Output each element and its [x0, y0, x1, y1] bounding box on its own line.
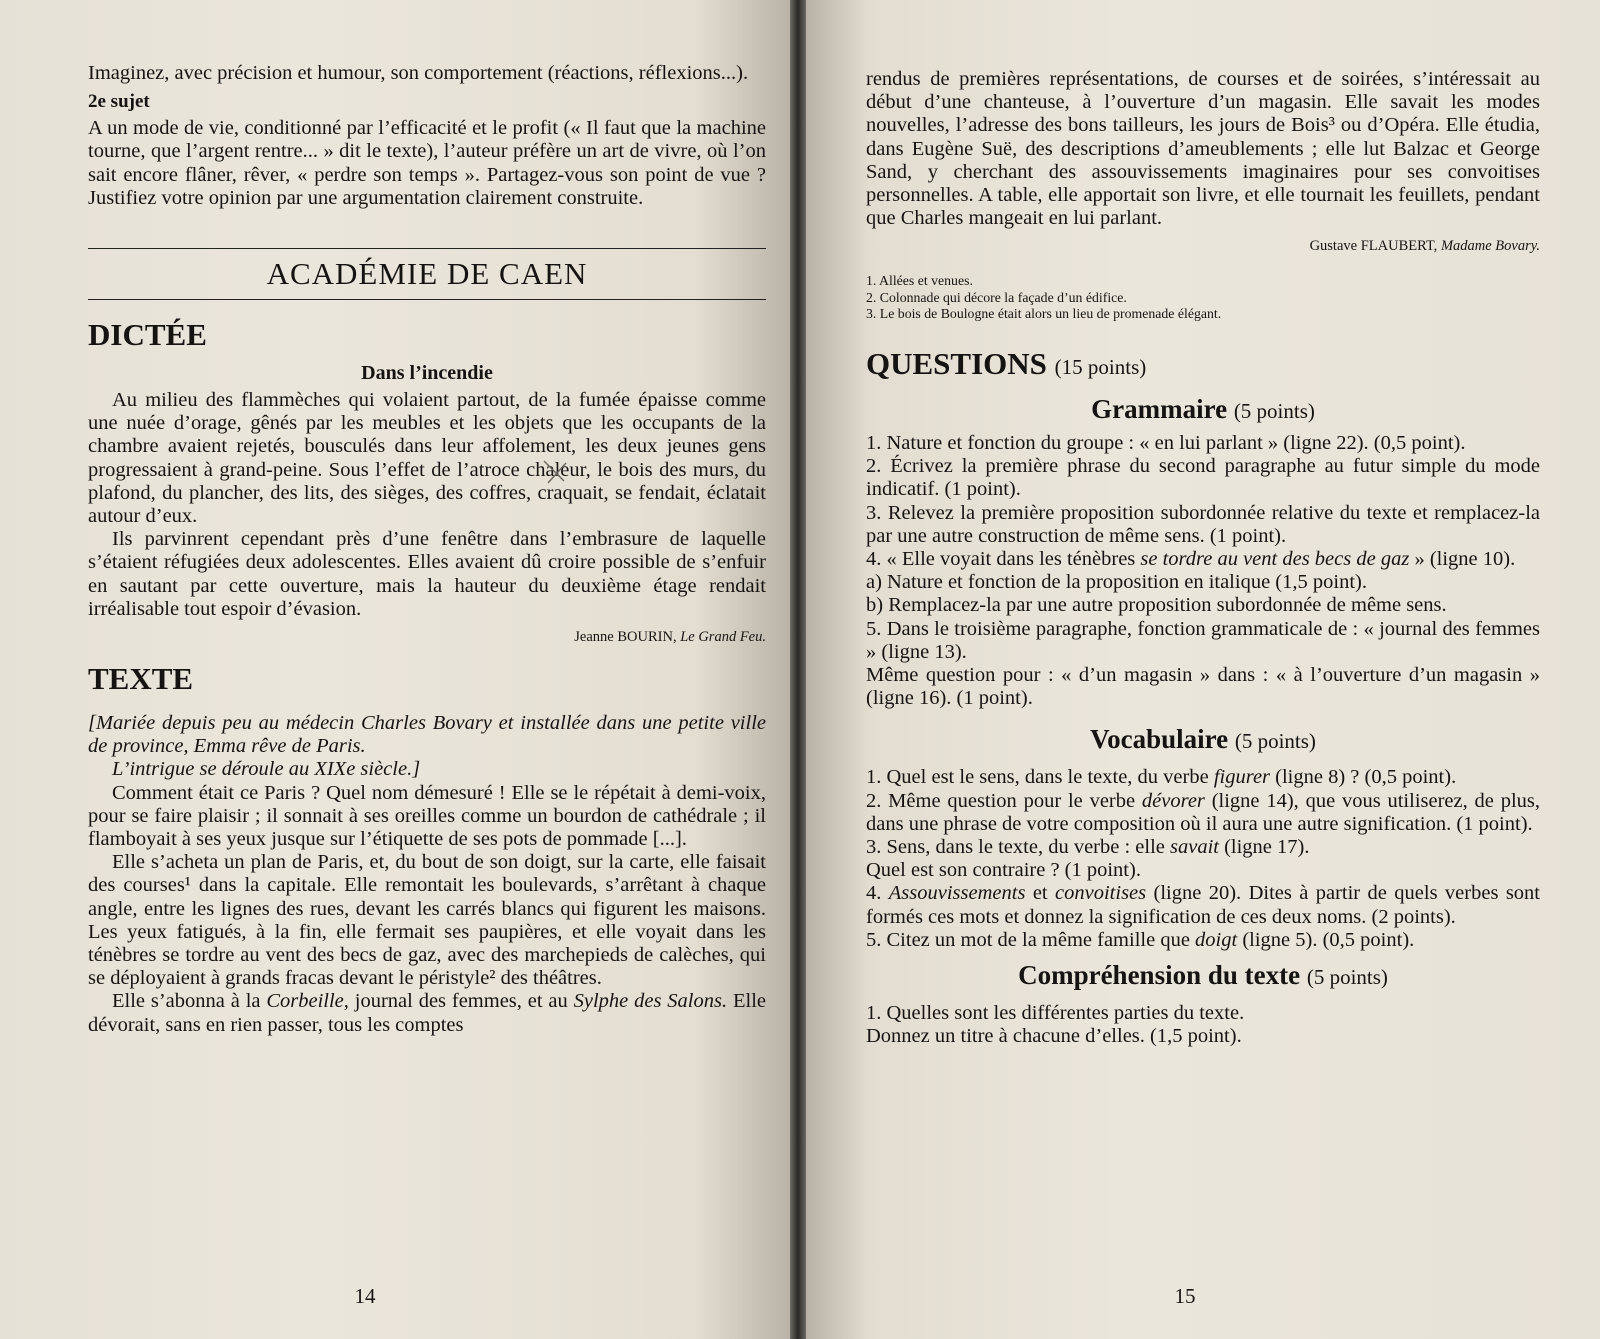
footnotes	[866, 273, 1540, 323]
vocab-q4-a: et	[1025, 882, 1056, 905]
texte-paragraph-1: Comment était ce Paris ? Quel nom démesuré ! Elle se le répétait à demi-voix, pour se faire plaisir ; il sonnait à ses oreilles comme un bourdon de cathédrale ; il flamboyait à ses yeux jusque sur l’étiquette de ses pots de pommade [...].	[88, 781, 766, 851]
comprehension-q1: 1. Quelles sont les différentes parties du texte.	[866, 1001, 1245, 1024]
vocab-q5-a: 5. Citez un mot de la même famille que	[866, 928, 1196, 951]
vocabulaire-heading	[866, 722, 1540, 758]
texte-intro-2	[88, 758, 766, 781]
dictee-title: Dans l’incendie	[361, 362, 493, 385]
book-gutter	[790, 0, 806, 1339]
footnote-2: 2. Colonnade qui décore la façade d’un édifice.	[866, 289, 1127, 305]
texte-p3-sylphe: Sylphe des Salons.	[573, 990, 728, 1013]
left-page	[0, 0, 790, 1339]
grammaire-points: (5 points)	[1233, 398, 1315, 423]
vocab-q3-contraire: Quel est son contraire ? (1 point).	[866, 859, 1141, 882]
dictee-attribution	[88, 629, 766, 646]
vocab-q2	[866, 790, 1540, 836]
grammaire-q4a: a) Nature et fonction de la proposition en italique (1,5 point).	[866, 571, 1367, 594]
vocab-q3-a: 3. Sens, dans le texte, du verbe : elle	[866, 835, 1170, 858]
flaubert-attribution	[866, 238, 1540, 255]
questions-points: (15 points)	[1054, 354, 1147, 379]
continuation-text: rendus de premières représentations, de courses et de soirées, s’intéressait au début d’une chanteuse, à l’ouverture d’un magasin. Elle savait les modes nouvelles, l’adresse des bons tailleurs, les jours de Bois³ ou d’Opéra. Elle étudia, dans Eugène Suë, des descriptions d’ameublements ; elle lut Balzac et George Sand, y cherchant des assouvissements imaginaires pour ses convoitises personnelles. A table, elle apportait son livre, et elle tournait les feuillets, pendant que Charles mangeait en lui parlant.	[866, 68, 1540, 230]
vocab-q4-b: (ligne 20). Dites à partir de quels verbes sont formés ces mots et donnez la signification de ces deux noms. (2 points).	[866, 882, 1541, 928]
vocab-q3	[866, 836, 1540, 859]
grammaire-q4-b: » (ligne 10).	[1409, 547, 1516, 570]
comprehension-title: Compréhension du texte	[1018, 959, 1301, 990]
vocab-q2-b: (ligne 14), que vous utiliserez, de plus, dans une phrase de votre composition où il aura une autre signification. (1 point).	[866, 789, 1540, 835]
vocab-q2-italic: dévorer	[1141, 789, 1205, 812]
intro-line: Imaginez, avec précision et humour, son comportement (réactions, réflexions...).	[88, 62, 749, 84]
texte-paragraph-2: Elle s’acheta un plan de Paris, et, du bout de son doigt, sur la carte, elle faisait des courses¹ dans la capitale. Elle remontait les boulevards, s’arrêtant à chaque angle, entre les lignes des rues, devant les carrés blancs qui figurent les maisons. Les yeux fatigués, à la fin, elle fermait ses paupières, et elle voyait dans les ténèbres se tordre au vent des becs de gaz, avec des marchepieds de calèches, qui se déployaient à grands fracas devant le péristyle² des théâtres.	[88, 851, 766, 990]
grammaire-q5-bis: Même question pour : « d’un magasin » dans : « à l’ouverture d’un magasin » (ligne 16). (1 point).	[866, 663, 1540, 710]
vocab-q4-italic-1: Assouvissements	[888, 882, 1026, 905]
texte-intro-2-italic: L’intrigue se déroule au XIXe siècle.]	[112, 758, 421, 781]
grammaire-q2: 2. Écrivez la première phrase du second paragraphe au futur simple du mode indicatif. (1 point).	[866, 455, 1540, 501]
page-number-right: 15	[1174, 1284, 1196, 1308]
grammaire-q5: 5. Dans le troisième paragraphe, fonction grammaticale de : « journal des femmes » (ligne 13).	[866, 617, 1540, 663]
footnote-1: 1. Allées et venues.	[866, 273, 973, 289]
top-rule	[88, 248, 766, 249]
right-page	[806, 0, 1600, 1339]
dictee-author: Jeanne BOURIN,	[574, 629, 677, 646]
questions-heading	[866, 345, 1540, 386]
pencil-mark-icon	[538, 455, 572, 489]
vocab-q3-italic: savait	[1170, 835, 1219, 858]
comprehension-heading	[866, 958, 1540, 994]
grammaire-q4-a: 4. « Elle voyait dans les ténèbres	[866, 547, 1141, 570]
vocab-q1	[866, 766, 1540, 789]
grammaire-title: Grammaire	[1091, 393, 1228, 424]
page-number-left: 14	[354, 1284, 376, 1308]
vocabulaire-title: Vocabulaire	[1090, 724, 1229, 755]
vocab-q5-italic: doigt	[1195, 928, 1238, 951]
vocab-q4-italic-2: convoitises	[1055, 882, 1147, 905]
vocab-q5-b: (ligne 5). (0,5 point).	[1237, 928, 1415, 951]
questions-title: QUESTIONS	[866, 345, 1047, 381]
vocab-q2-a: 2. Même question pour le verbe	[866, 789, 1142, 812]
texte-heading: TEXTE	[88, 661, 194, 697]
dictee-heading: DICTÉE	[88, 317, 207, 353]
grammaire-q4b: b) Remplacez-la par une autre proposition subordonnée de même sens.	[866, 594, 1447, 617]
comprehension-points: (5 points)	[1306, 964, 1388, 989]
footnote-3: 3. Le bois de Boulogne était alors un lieu de promenade élégant.	[866, 306, 1222, 322]
comprehension-q1-bis: Donnez un titre à chacune d’elles. (1,5 point).	[866, 1025, 1242, 1048]
grammaire-q4	[866, 548, 1540, 571]
grammaire-q3: 3. Relevez la première proposition subordonnée relative du texte et remplacez-la par une autre construction de même sens. (1 point).	[866, 501, 1540, 547]
grammaire-q4-italic: se tordre au vent des becs de gaz	[1140, 547, 1410, 570]
vocab-q4-pre: 4.	[866, 882, 889, 905]
dictee-paragraph-2: Ils parvinrent cependant près d’une fenêtre dans l’embrasure de laquelle s’étaient réfugiées deux adolescentes. Elles avaient dû croire possible de s’enfuir en sautant par cette ouverture, mais la hauteur du deuxième étage rendait irréalisable tout espoir d’évasion.	[88, 528, 766, 620]
vocab-q4	[866, 882, 1540, 928]
grammaire-heading	[866, 392, 1540, 428]
flaubert-author: Gustave FLAUBERT,	[1309, 238, 1438, 255]
vocab-q1-italic: figurer	[1213, 766, 1271, 789]
academie-title: ACADÉMIE DE CAEN	[266, 256, 588, 292]
texte-p3-corbeille: Corbeille,	[266, 990, 349, 1013]
vocab-q5	[866, 929, 1540, 952]
flaubert-work: Madame Bovary.	[1440, 238, 1540, 255]
vocab-q3-b: (ligne 17).	[1218, 835, 1310, 858]
vocabulaire-points: (5 points)	[1234, 729, 1316, 754]
texte-p3-a: Elle s’abonna à la	[112, 990, 267, 1013]
sujet-text: A un mode de vie, conditionné par l’efficacité et le profit (« Il faut que la machine tourne, que l’argent rentre... » dit le texte), l’auteur préfère un art de vivre, où l’on sait encore flâner, rêver, « perdre son temps ». Partagez-vous son point de vue ? Justifiez votre opinion par une argumentation clairement construite.	[88, 117, 766, 209]
left-column	[88, 62, 766, 1037]
texte-intro	[88, 712, 766, 758]
dictee-work: Le Grand Feu.	[680, 629, 766, 646]
vocab-q1-b: (ligne 8) ? (0,5 point).	[1270, 766, 1457, 789]
grammaire-q1: 1. Nature et fonction du groupe : « en lui parlant » (ligne 22). (0,5 point).	[866, 431, 1466, 454]
texte-paragraph-3	[88, 990, 766, 1036]
dictee-paragraph-1: Au milieu des flammèches qui volaient partout, de la fumée épaisse comme une nuée d’orage, gênés par les meubles et les objets que les occupants de la chambre avaient rejetés, bousculés dans leur affolement, les deux jeunes gens progressaient à grand-peine. Sous l’effet de l’atroce chaleur, le bois des murs, du plafond, du plancher, des lits, des sièges, des coffres, craquait, se fendait, éclatait autour d’eux.	[88, 389, 766, 528]
texte-p3-c: Elle dévorait, sans en rien passer, tous les comptes	[88, 990, 766, 1036]
texte-p3-b: journal des femmes, et au	[348, 990, 574, 1013]
sujet-label: 2e sujet	[88, 91, 150, 113]
texte-intro-italic: [Mariée depuis peu au médecin Charles Bovary et installée dans une petite ville de province, Emma rêve de Paris.	[88, 712, 766, 758]
right-column	[866, 68, 1540, 1048]
vocab-q1-a: 1. Quel est le sens, dans le texte, du verbe	[866, 766, 1214, 789]
